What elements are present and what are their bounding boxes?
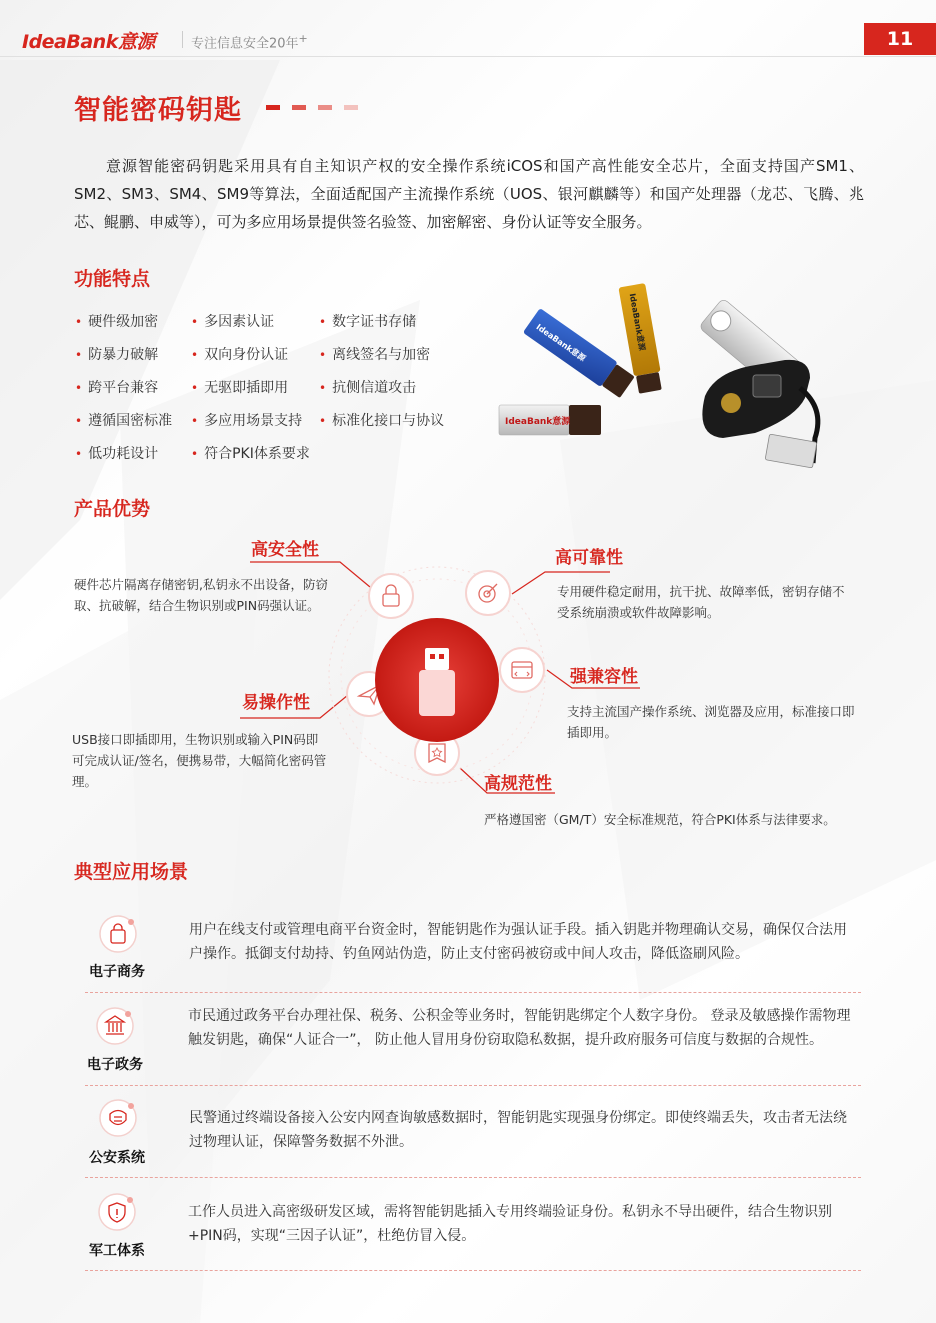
advantage-desc-security: 硬件芯片隔离存储密钥,私钥永不出设备，防窃取、抗破解，结合生物识别或PIN码强认证。 bbox=[74, 577, 328, 613]
bullet-dot-icon: • bbox=[75, 315, 83, 329]
bullet-dot-icon: • bbox=[191, 381, 199, 395]
feature-label: 抗侧信道攻击 bbox=[332, 380, 417, 396]
advantage-desc-compatibility: 支持主流国产操作系统、浏览器及应用，标准接口即插即用。 bbox=[567, 704, 855, 740]
page-number: 11 bbox=[864, 23, 936, 55]
feature-label: 硬件级加密 bbox=[88, 314, 159, 330]
header-separator bbox=[182, 31, 183, 48]
government-building-icon bbox=[95, 1006, 135, 1046]
feature-label: 离线签名与加密 bbox=[332, 347, 431, 363]
scenario-label-egov: 电子政务 bbox=[87, 1057, 143, 1073]
advantages-diagram bbox=[0, 520, 936, 850]
bullet-dot-icon: • bbox=[75, 447, 83, 461]
advantages-title: 产品优势 bbox=[74, 498, 151, 520]
svg-text:IdeaBank意源: IdeaBank意源 bbox=[627, 292, 647, 352]
feature-item bbox=[191, 410, 302, 430]
scenario-desc-military: 工作人员进入高密级研发区域，需将智能钥匙插入专用终端验证身份。私钥永不导出硬件，结合生物识别+PIN码，实现“三因子认证”，杜绝仿冒入侵。 bbox=[188, 1204, 832, 1244]
bullet-dot-icon: • bbox=[191, 315, 199, 329]
feature-item bbox=[319, 344, 430, 364]
lock-icon bbox=[369, 574, 413, 618]
scenario-divider bbox=[85, 1085, 861, 1086]
bullet-dot-icon: • bbox=[319, 315, 327, 329]
feature-item bbox=[319, 311, 416, 331]
feature-item bbox=[75, 311, 158, 331]
bullet-dot-icon: • bbox=[75, 348, 83, 362]
feature-label: 多应用场景支持 bbox=[204, 413, 303, 429]
intro-paragraph: 意源智能密码钥匙采用具有自主知识产权的安全操作系统iCOS和国产高性能安全芯片，全面支持国产SM1、SM2、SM3、SM4、SM9等算法，全面适配国产主流操作系统（UOS、银河麒麟等）和国产处理器（龙芯、飞腾、兆芯、鲲鹏、申威等），可为多应用场景提供签名验签、加密解密、身份认证等安全服务。 bbox=[74, 157, 864, 231]
feature-item bbox=[75, 443, 158, 463]
shopping-bag-icon bbox=[98, 914, 138, 954]
feature-item bbox=[319, 377, 416, 397]
bullet-dot-icon: • bbox=[191, 348, 199, 362]
bullet-dot-icon: • bbox=[191, 447, 199, 461]
advantage-desc-compliance: 严格遵国密（GM/T）安全标准规范，符合PKI体系与法律要求。 bbox=[484, 812, 836, 827]
bullet-dot-icon: • bbox=[319, 381, 327, 395]
bullet-dot-icon: • bbox=[75, 414, 83, 428]
title-decoration bbox=[266, 105, 366, 111]
brand-tagline bbox=[191, 32, 308, 51]
feature-label: 多因素认证 bbox=[204, 314, 275, 330]
bullet-dot-icon: • bbox=[319, 414, 327, 428]
tagline-plus: + bbox=[298, 32, 308, 45]
bullet-dot-icon: • bbox=[191, 414, 199, 428]
feature-label: 遵循国密标准 bbox=[88, 413, 173, 429]
bullet-dot-icon: • bbox=[75, 381, 83, 395]
advantage-desc-reliability: 专用硬件稳定耐用，抗干扰、故障率低，密钥存储不受系统崩溃或软件故障影响。 bbox=[557, 584, 845, 620]
feature-label: 双向身份认证 bbox=[204, 347, 289, 363]
feature-label: 符合PKI体系要求 bbox=[204, 446, 310, 462]
feature-label: 标准化接口与协议 bbox=[332, 413, 445, 429]
feature-item bbox=[191, 311, 274, 331]
scenarios-title: 典型应用场景 bbox=[74, 861, 189, 883]
feature-item bbox=[75, 344, 158, 364]
scenario-label-ecommerce: 电子商务 bbox=[89, 964, 145, 980]
feature-label: 防暴力破解 bbox=[88, 347, 159, 363]
blue-usb-key bbox=[523, 308, 636, 400]
header-divider bbox=[0, 56, 936, 57]
feature-item bbox=[319, 410, 444, 430]
scenario-label-military: 军工体系 bbox=[89, 1243, 145, 1259]
scenario-divider bbox=[85, 992, 861, 993]
code-window-icon bbox=[500, 648, 544, 692]
feature-label: 无驱即插即用 bbox=[204, 380, 289, 396]
feature-item bbox=[75, 377, 158, 397]
scenario-label-police: 公安系统 bbox=[89, 1150, 145, 1166]
features-title: 功能特点 bbox=[74, 268, 151, 290]
scenario-desc-ecommerce: 用户在线支付或管理电商平台资金时，智能钥匙作为强认证手段。插入钥匙并物理确认交易，确保仅合法用户操作。抵御支付劫持、钓鱼网站伪造，防止支付密码被窃或中间人攻击，降低盗刷风险。 bbox=[189, 922, 847, 962]
scenario-divider bbox=[85, 1270, 861, 1271]
page-title: 智能密码钥匙 bbox=[74, 95, 242, 126]
product-photo bbox=[495, 278, 830, 475]
feature-item bbox=[191, 344, 288, 364]
advantage-title-compatibility: 强兼容性 bbox=[570, 667, 638, 687]
scenario-divider bbox=[85, 1177, 861, 1178]
scenario-desc-egov: 市民通过政务平台办理社保、税务、公积金等业务时，智能钥匙绑定个人数字身份。 登录及敏感操作需物理触发钥匙，确保“人证合一”， 防止他人冒用身份窃取隐私数据，提升政府服务可信度与数据的合规性。 bbox=[188, 1008, 851, 1048]
advantage-title-usability: 易操作性 bbox=[242, 693, 310, 713]
target-icon bbox=[466, 571, 510, 615]
advantage-title-security: 高安全性 bbox=[251, 540, 319, 560]
advantage-desc-usability: USB接口即插即用，生物识别或输入PIN码即可完成认证/签名，便携易带，大幅简化密码管理。 bbox=[72, 732, 327, 789]
shield-icon bbox=[97, 1192, 137, 1232]
scenario-desc-police: 民警通过终端设备接入公安内网查询敏感数据时，智能钥匙实现强身份绑定。即使终端丢失，攻击者无法绕过物理认证，保障警务数据不外泄。 bbox=[189, 1110, 847, 1150]
feature-item bbox=[191, 443, 310, 463]
brand-logo: IdeaBank意源 bbox=[22, 31, 155, 53]
feature-label: 跨平台兼容 bbox=[88, 380, 159, 396]
police-badge-icon bbox=[98, 1098, 138, 1138]
advantage-title-compliance: 高规范性 bbox=[484, 774, 552, 794]
tagline-text: 专注信息安全20年 bbox=[191, 36, 299, 52]
silver-usb-key bbox=[499, 405, 601, 435]
fingerprint-usb-key bbox=[702, 360, 817, 468]
feature-item bbox=[75, 410, 172, 430]
bullet-dot-icon: • bbox=[319, 348, 327, 362]
page-header bbox=[0, 0, 936, 57]
feature-item bbox=[191, 377, 288, 397]
svg-text:IdeaBank意源: IdeaBank意源 bbox=[534, 322, 588, 364]
advantage-title-reliability: 高可靠性 bbox=[555, 548, 623, 568]
usb-key-icon bbox=[375, 618, 499, 742]
svg-text:IdeaBank意源: IdeaBank意源 bbox=[505, 417, 571, 427]
feature-label: 低功耗设计 bbox=[88, 446, 159, 462]
feature-label: 数字证书存储 bbox=[332, 314, 417, 330]
